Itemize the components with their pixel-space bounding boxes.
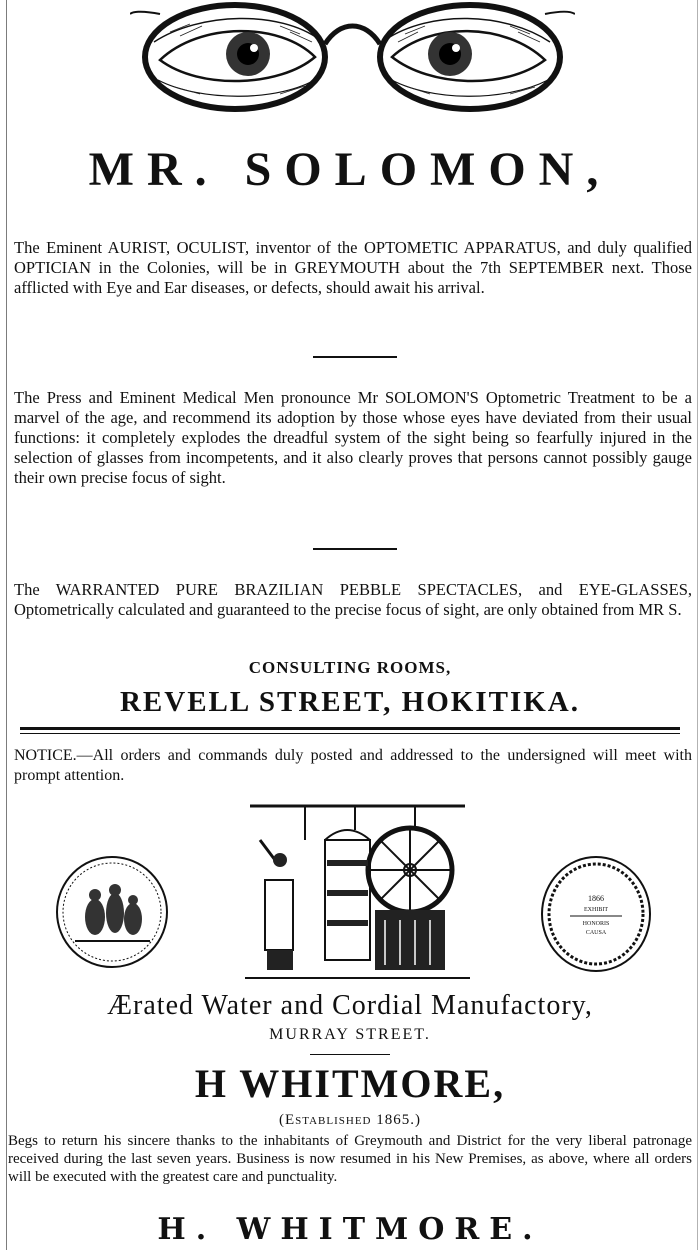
medal-honoris-text: HONORIS	[582, 921, 610, 927]
medal-exhibit-text: EXHIBIT	[584, 907, 608, 913]
established-line: (Established 1865.)	[279, 1112, 421, 1128]
press-testimonial-paragraph: The Press and Eminent Medical Men pronounce Mr SOLOMON'S Optometric Treatment to be a marvel of the age, and recommend its adoption by those whose eyes have deviated from their usual functions: it completely explodes the dreadful system of the sight being so fearfully injured in the selection of glasses from incompetents, and it also clearly proves that persons cannot possibly gauge their own precise focus of sight.	[14, 388, 692, 487]
manufactory-street: MURRAY STREET.	[269, 1026, 431, 1043]
intro-paragraph: The Eminent AURIST, OCULIST, inventor of the OPTOMETIC APPARATUS, and duly qualified OPTICIAN in the Colonies, will be in GREYMOUTH about the 7th SEPTEMBER next. Those afflicted with Eye and Ear diseases, or defects, should await his arrival.	[14, 238, 692, 297]
exhibition-medal-left-icon	[55, 855, 170, 970]
footer-signature-name: H. WHITMORE.	[157, 1212, 543, 1247]
factory-machinery-illustration-icon	[245, 800, 470, 985]
advertiser-name-heading: MR. SOLOMON,	[88, 143, 612, 196]
exhibition-medal-right-icon	[540, 855, 652, 973]
consulting-rooms-label: CONSULTING ROOMS,	[248, 658, 452, 677]
medal-year-text: 1866	[588, 894, 604, 903]
notice-paragraph: NOTICE.—All orders and commands duly posted and addressed to the undersigned will meet with prompt attention.	[14, 747, 692, 784]
double-rule-top	[20, 727, 680, 730]
medal-causa-text: CAUSA	[585, 930, 607, 936]
thanks-paragraph: Begs to return his sincere thanks to the inhabitants of Greymouth and District for the very liberal patronage received during the last seven years. Business is now resumed in his New Premises, as above, where all orders will be executed with the greatest care and punctuality.	[8, 1133, 692, 1185]
double-rule-bottom	[20, 733, 680, 734]
section-divider-2	[313, 548, 397, 550]
manufactory-divider	[310, 1054, 390, 1055]
proprietor-name: H WHITMORE,	[194, 1061, 506, 1106]
consulting-address: REVELL STREET, HOKITIKA.	[119, 686, 581, 718]
manufactory-title: Ærated Water and Cordial Manufactory,	[107, 990, 593, 1021]
spectacles-paragraph: The WARRANTED PURE BRAZILIAN PEBBLE SPECTACLES, and EYE-GLASSES, Optometrically calculated and guaranteed to the precise focus of sight, are only obtained from MR S.	[14, 580, 692, 619]
spectacles-illustration-icon	[130, 2, 575, 114]
section-divider-1	[313, 356, 397, 358]
